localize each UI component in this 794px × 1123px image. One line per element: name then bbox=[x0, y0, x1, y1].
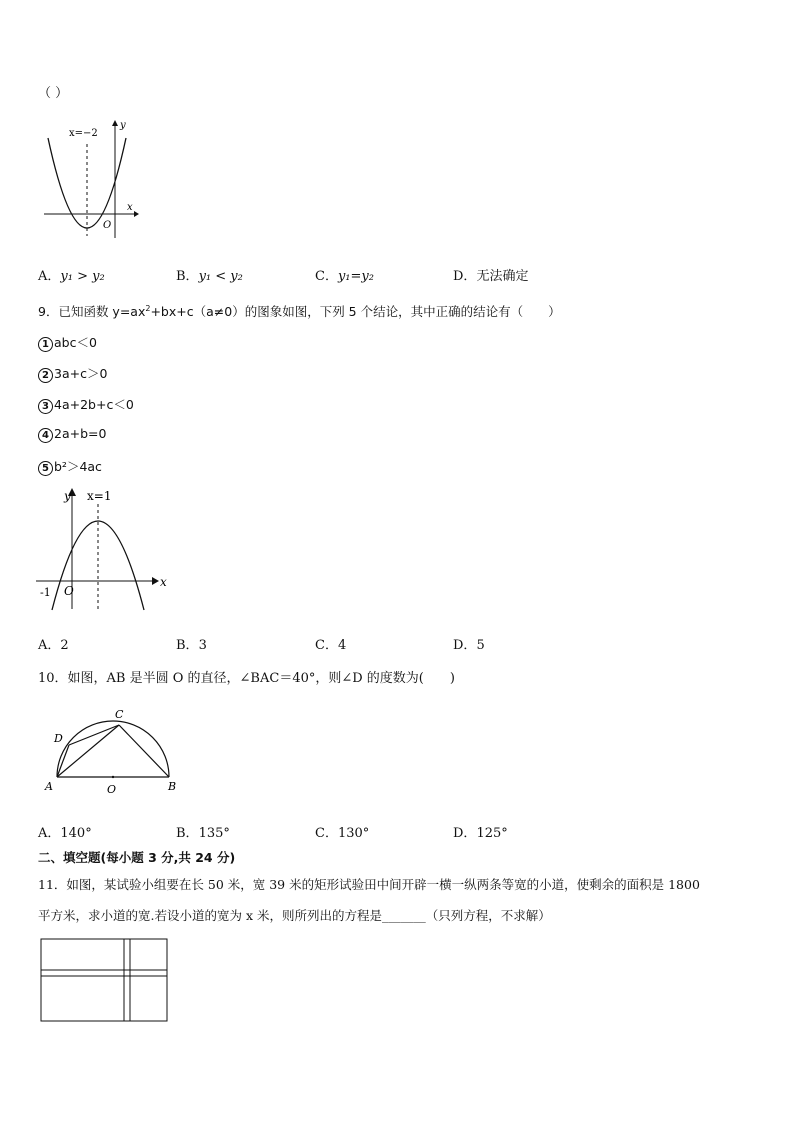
section-2-title: 二、填空题(每小题 3 分,共 24 分) bbox=[38, 850, 236, 865]
q8-y-label: y bbox=[120, 120, 126, 131]
q9-neg-one-label: -1 bbox=[40, 586, 51, 599]
q9-statement-3: 3 4a+2b+c＜0 bbox=[38, 395, 134, 414]
q9-x-label: x bbox=[160, 575, 167, 589]
q8-paren: （ ） bbox=[38, 86, 69, 101]
q9-statement-5: 5 b²＞4ac bbox=[38, 457, 102, 476]
q9-option-a: A．2 bbox=[38, 638, 69, 653]
q9-statement-1: 1 abc＜0 bbox=[38, 333, 97, 352]
q8-axis-line-label: x=−2 bbox=[69, 128, 98, 139]
q10-label-o: O bbox=[107, 783, 117, 796]
q9-option-b: B．3 bbox=[176, 638, 207, 653]
q9-statement-4: 4 2a+b=0 bbox=[38, 426, 106, 443]
q8-origin-label: O bbox=[103, 220, 112, 231]
q9-axis-line-label: x=1 bbox=[87, 489, 112, 503]
q9-statement-2: 2 3a+c＞0 bbox=[38, 364, 107, 383]
q9-y-label: y bbox=[64, 489, 71, 503]
q10-option-d: D．125° bbox=[453, 826, 508, 841]
q11-field-figure bbox=[38, 934, 178, 1026]
q11-field-outline bbox=[41, 939, 167, 1021]
q9-x-arrow bbox=[152, 577, 159, 585]
q8-option-c: C．y₁=y₂ bbox=[315, 269, 374, 284]
q10-option-c: C．130° bbox=[315, 826, 370, 841]
q10-label-c: C bbox=[115, 708, 124, 721]
q10-center-point bbox=[112, 776, 114, 778]
q8-y-arrow bbox=[112, 120, 118, 126]
q11-stem-line-1: 11．如图，某试验小组要在长 50 米，宽 39 米的矩形试验田中间开辟一横一纵两条等宽的小道，使剩余的面积是 1800 bbox=[38, 877, 700, 892]
q10-stem: 10．如图，AB 是半圆 O 的直径，∠BAC＝40°，则∠D 的度数为( ) bbox=[38, 671, 455, 686]
q8-x-label: x bbox=[127, 202, 133, 213]
q9-option-c: C．4 bbox=[315, 638, 347, 653]
q10-option-b: B．135° bbox=[176, 826, 230, 841]
q10-option-a: A．140° bbox=[38, 826, 92, 841]
q9-parabola-graph bbox=[34, 484, 174, 614]
q9-origin-label: O bbox=[64, 584, 74, 598]
q10-label-b: B bbox=[168, 780, 177, 793]
q9-stem: 9．已知函数 $y=ax^2+bx+c(a\ne 0)$的图象如图，下列 5 个结论，其中正确的结论有（ ） bbox=[38, 303, 561, 319]
q8-option-d: D．无法确定 bbox=[453, 269, 529, 284]
q10-semicircle-figure bbox=[42, 705, 182, 799]
q10-label-a: A bbox=[45, 780, 53, 793]
q9-option-d: D．5 bbox=[453, 638, 485, 653]
q8-parabola-graph bbox=[40, 118, 140, 244]
q8-option-a: A．y₁ > y₂ bbox=[38, 269, 105, 284]
q8-option-b: B．y₁ < y₂ bbox=[176, 269, 243, 284]
q10-chord-cb bbox=[119, 725, 169, 777]
q10-label-d: D bbox=[54, 732, 63, 745]
q8-x-arrow bbox=[134, 211, 139, 217]
q11-stem-line-2: 平方米，求小道的宽.若设小道的宽为 x 米，则所列出的方程是_______（只列方程，不求解） bbox=[38, 908, 551, 923]
